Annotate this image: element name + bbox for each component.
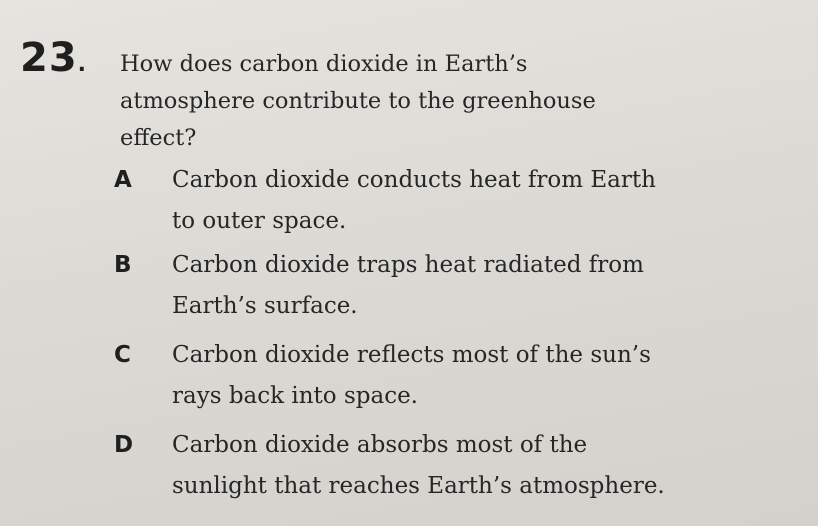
choice-text-line: Carbon dioxide conducts heat from Earth <box>172 167 656 193</box>
choice-text-line: to outer space. <box>172 208 347 234</box>
choice-text-line: sunlight that reaches Earth’s atmosphere. <box>172 473 665 499</box>
question-stem <box>120 46 800 157</box>
choice-letter: B <box>114 252 132 278</box>
choice-text <box>172 245 644 327</box>
choice-text <box>172 160 656 242</box>
question-number-value: 23 <box>20 35 78 81</box>
question-stem-line: How does carbon dioxide in Earth’s <box>120 51 528 77</box>
choice-text <box>172 335 651 417</box>
choice-text-line: Carbon dioxide absorbs most of the <box>172 432 588 458</box>
question-number <box>20 35 88 85</box>
choice-text-line: rays back into space. <box>172 383 418 409</box>
question-number-suffix: . <box>77 52 88 77</box>
choice-letter: A <box>114 167 132 193</box>
choice-text-line: Earth’s surface. <box>172 293 358 319</box>
choice-text-line: Carbon dioxide reflects most of the sun’s <box>172 342 651 368</box>
choice-letter: C <box>114 342 131 368</box>
choice-text-line: Carbon dioxide traps heat radiated from <box>172 252 644 278</box>
question-stem-line: effect? <box>120 125 197 151</box>
question-stem-line: atmosphere contribute to the greenhouse <box>120 88 596 114</box>
choice-text <box>172 425 665 507</box>
choice-letter: D <box>114 432 134 458</box>
